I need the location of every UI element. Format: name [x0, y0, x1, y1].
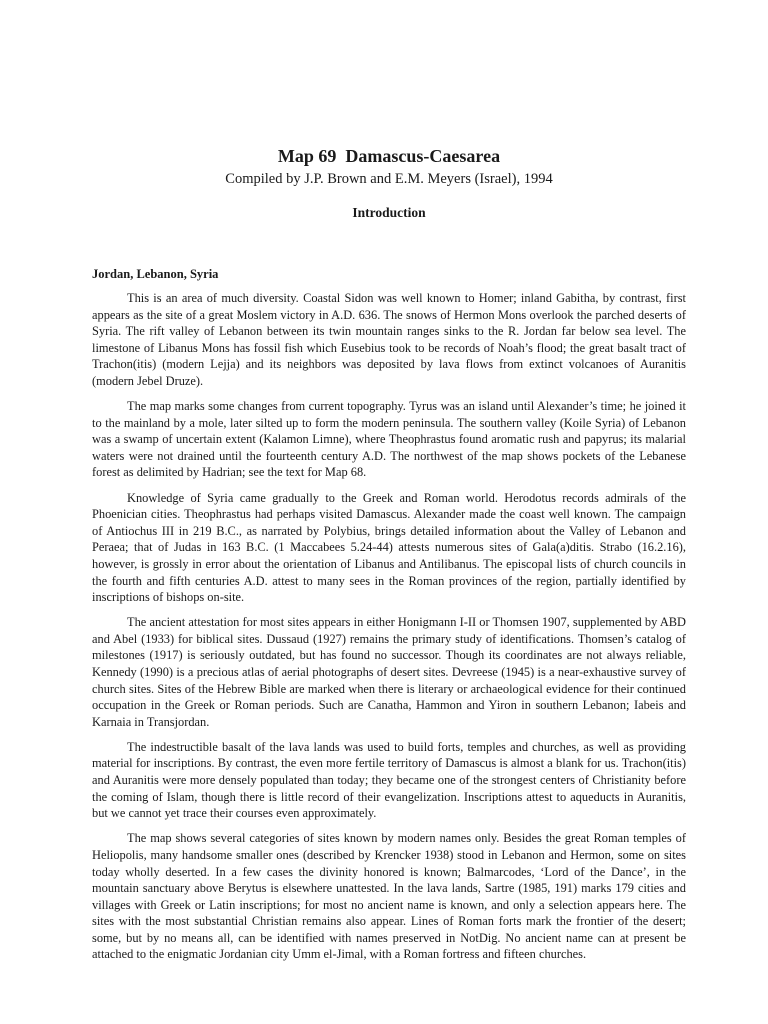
section-heading: Introduction — [352, 205, 426, 220]
paragraph: The indestructible basalt of the lava lands was used to build forts, temples and churches, as well as providing material for inscriptions. By contrast, the even more fertile territory of Damascus is almost a blank for us. Trachon(itis) and Auranitis were more densely populated than today; they became one of the strongest centers of Christianity before the coming of Islam, though there is little record of their evangelization. Inscriptions attest to aqueducts in Auranitis, but we cannot yet trace their courses even approximately. — [92, 739, 686, 821]
page-title: Map 69 Damascus-Caesarea — [277, 146, 501, 166]
paragraph: This is an area of much diversity. Coastal Sidon was well known to Homer; inland Gabitha, by contrast, first appears as the site of a great Moslem victory in A.D. 636. The snows of Hermon Mons overlook the parched deserts of Syria. The rift valley of Lebanon between its twin mountain ranges sinks to the R. Jordan far below sea level. The limestone of Libanus Mons has fossil fish which Eusebius took to be records of Noah’s flood; the great basalt tract of Trachon(itis) (modern Lejja) and its neighbors was deposited by lava flows from extinct volcanoes of Auranitis (modern Jebel Druze). — [92, 291, 686, 388]
paragraph: Knowledge of Syria came gradually to the Greek and Roman world. Herodotus records admirals of the Phoenician cities. Theophrastus had perhaps visited Damascus. Alexander made the coast well known. The campaign of Antiochus III in 219 B.C., as narrated by Polybius, brings detailed information about the Valley of Lebanon and Peraea; that of Judas in 163 B.C. (1 Maccabees 5.24-44) attests numerous sites of Gala(a)ditis. Strabo (16.2.16), however, is grossly in error about the orientation of Libanus and Antilibanus. The episcopal lists of church councils in the fourth and fifth centuries A.D. attest to many sees in the Roman provinces of the region, partially identified by inscriptions of bishops on-site. — [92, 490, 686, 605]
paragraph: The map shows several categories of sites known by modern names only. Besides the great Roman temples of Heliopolis, many handsome smaller ones (described by Krencker 1938) stood in Lebanon and Hermon, some on sites today wholly deserted. In a few cases the divinity honored is known; Balmarcodes, ‘Lord of the Dance’, in the mountain sanctuary above Berytus is elsewhere unattested. In the lava lands, Sartre (1985, 191) marks 179 cities and villages with Greek or Latin inscriptions; for most no ancient name is known, and only a selection appears here. The sites with the most substantial Christian remains also appear. Lines of Roman forts mark the frontier of the desert; some, but by no means all, can be identified with names preserved in NotDig. No ancient name can at present be attached to the enigmatic Jordanian city Umm el-Jimal, with a Roman fortress and fifteen churches. — [92, 831, 686, 962]
paragraph: The ancient attestation for most sites appears in either Honigmann I-II or Thomsen 1907, supplemented by ABD and Abel (1933) for biblical sites. Dussaud (1927) remains the primary study of identifications. Thomsen’s catalog of milestones (1917) is seriously outdated, but has found no successor. Though its coordinates are not always reliable, Kennedy (1990) is a precious atlas of aerial photographs of desert sites. Devreese (1945) is a near-exhaustive survey of church sites. Sites of the Hebrew Bible are marked when there is literary or archaeological evidence for their continued occupation in the Greek or Roman periods. Such are Canatha, Hammon and Yiron in southern Lebanon; Iabeis and Karnaia in Transjordan. — [92, 615, 686, 729]
body-text — [92, 290, 686, 963]
compiler-credit: Compiled by J.P. Brown and E.M. Meyers (Israel), 1994 — [225, 171, 553, 187]
paragraph: The map marks some changes from current topography. Tyrus was an island until Alexander’s time; he joined it to the mainland by a mole, later silted up to form the modern peninsula. The southern valley (Koile Syria) of Lebanon was a swamp of uncertain extent (Kalamon Limne), where Theophrastus found aromatic rush and papyrus; its malarial waters were not drained until the fourteenth century A.D. The northwest of the map shows pockets of the Lebanese forest as delimited by Hadrian; see the text for Map 68. — [92, 399, 686, 480]
region-heading: Jordan, Lebanon, Syria — [92, 267, 219, 281]
document-page — [92, 146, 686, 972]
